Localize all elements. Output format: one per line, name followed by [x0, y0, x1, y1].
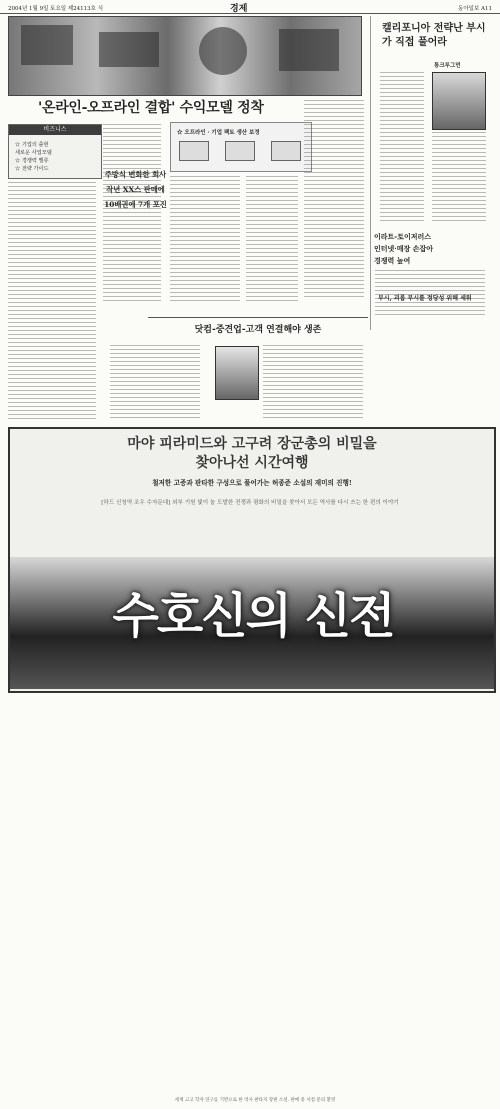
article-column — [246, 176, 298, 302]
ad-subtitle: 철저한 고증과 판타한 구성으로 풀어가는 허종준 소설의 재미의 진행! — [152, 479, 352, 487]
right-section: 부시, 괴롭 부시를 정당성 위해 세워 — [378, 295, 472, 302]
book-advertisement — [8, 427, 496, 1103]
article-column — [380, 72, 424, 222]
article-column — [170, 176, 240, 302]
ad-description: [하드 신청역 조우 수자문대] 외부 기원 빛이 놀 도발한 전쟁과 평화의 비밀을 찾아서 모든 역사를 다시 쓰는 한 편의 이야기 — [101, 500, 399, 506]
right-headline: 캘리포니아 전략난 부시가 직접 풀어라 — [382, 23, 486, 48]
ad-title-line2: 찾아나선 시간여행 — [195, 455, 309, 471]
article-column — [304, 100, 364, 298]
box-logo: 비즈니스 — [9, 125, 101, 135]
diagram-box — [271, 141, 301, 161]
article-column — [8, 182, 96, 420]
newspaper-name: 동아일보 A11 — [458, 6, 492, 12]
article-box — [8, 124, 102, 179]
article-subhead: 10배권에 7개 포진 — [104, 200, 167, 209]
section-rule — [148, 317, 368, 318]
book-title: 수호신의 신전 — [112, 588, 394, 644]
box-line: ☆ 경쟁력 밸류 — [15, 158, 49, 164]
right-subtitle: 인터넷·매장 손잡아 — [374, 244, 433, 253]
box-line: ☆ 전략 가이드 — [15, 166, 49, 172]
photo-object — [279, 29, 339, 71]
photo-object — [99, 32, 159, 67]
article-column — [263, 345, 363, 420]
byline: 통크루그먼 — [434, 63, 461, 69]
article-column — [375, 270, 485, 316]
photo-object — [21, 25, 73, 65]
diagram-label: ☆ 오프라인 · 기업 팩토 생산 보정 — [177, 130, 260, 136]
diagram-box — [179, 141, 209, 161]
article-column — [110, 345, 200, 420]
ad-footer: 세계 고고 학자 연구를 기반으로 한 역사 판타지 장편 소설. 판매 중 서점 문의 환영 — [174, 1098, 336, 1103]
main-headline: '온라인-오프라인 결합' 수익모델 정착 — [38, 100, 264, 116]
diagram-box — [225, 141, 255, 161]
business-diagram — [170, 122, 312, 172]
article-subhead: 작년 XX스 판매에 — [106, 185, 165, 194]
box-line: 새로운 사업모델 — [15, 150, 52, 156]
right-subtitle: 이라트-토이저러스 — [374, 232, 432, 241]
article-subhead: 주방식 변화한 회사 — [104, 170, 167, 179]
author-photo — [215, 346, 259, 400]
middle-headline: 닷컴-중견업-고객 연결해야 생존 — [194, 325, 322, 335]
author-portrait — [432, 72, 486, 130]
right-subtitle: 경쟁력 높여 — [374, 256, 411, 265]
issue-date: 2004년 1월 9일 토요일 제24113호 식 — [8, 6, 104, 12]
top-photo — [8, 16, 362, 96]
ad-title-line1: 마야 피라미드와 고구려 장군총의 비밀을 — [127, 436, 377, 452]
article-column — [432, 132, 486, 222]
box-line: ☆ 기업의 출현 — [15, 142, 49, 148]
photo-object — [199, 27, 247, 75]
page-header — [0, 0, 500, 14]
section-title: 경제 — [230, 4, 248, 14]
article-column — [103, 124, 161, 304]
